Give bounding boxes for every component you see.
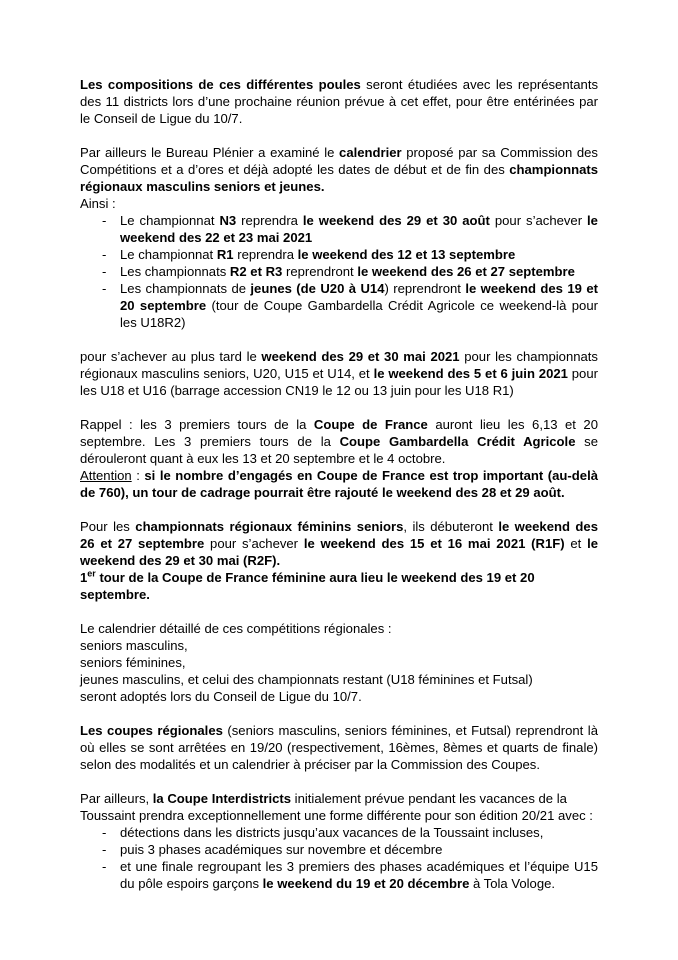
list-item-detections: - détections dans les districts jusqu’aux vacances de la Toussaint incluses, bbox=[80, 824, 598, 841]
calendrier-line-1: Le calendrier détaillé de ces compétitions régionales : bbox=[80, 621, 392, 636]
list-item-r1: - Le championnat R1 reprendra le weekend des 12 et 13 septembre bbox=[80, 246, 598, 263]
calendrier-line-2: seniors masculins, bbox=[80, 638, 188, 653]
ainsi-label: Ainsi : bbox=[80, 196, 116, 211]
paragraph-fin-saison: pour s’achever au plus tard le weekend des 29 et 30 mai 2021 pour les championnats régionaux masculins seniors, U20, U15 et U14, et le weekend des 5 et 6 juin 2021 pour les U18 et U16 (barrage accession CN19 le 12 ou 13 juin pour les U18 R1) bbox=[80, 349, 598, 398]
list-item-n3: - Le championnat N3 reprendra le weekend des 29 et 30 août pour s’achever le weekend des 22 et 23 mai 2021 bbox=[80, 212, 598, 246]
list-item-r2-r3: - Les championnats R2 et R3 reprendront le weekend des 26 et 27 septembre bbox=[80, 263, 598, 280]
interdistricts-list bbox=[80, 824, 598, 892]
paragraph-coupes-regionales: Les coupes régionales (seniors masculins, seniors féminines, et Futsal) reprendront là où elles se sont arrêtées en 19/20 (respectivement, 16èmes, 8èmes et quarts de finale) selon des modalités et un calendrier à préciser par la Commission des Coupes. bbox=[80, 723, 598, 772]
list-item-jeunes: - Les championnats de jeunes (de U20 à U14) reprendront le weekend des 19 et 20 septembre (tour de Coupe Gambardella Crédit Agricole ce weekend-là pour les U18R2) bbox=[80, 280, 598, 331]
paragraph-attention: Attention : si le nombre d’engagés en Coupe de France est trop important (au-delà de 760), un tour de cadrage pourrait être rajouté le weekend des 28 et 29 août. bbox=[80, 468, 598, 500]
paragraph-rappel: Rappel : les 3 premiers tours de la Coupe de France auront lieu les 6,13 et 20 septembre. Les 3 premiers tours de la Coupe Gambardella Crédit Agricole se dérouleront quant à eux les 13 et 20 septembre et le 4 octobre. bbox=[80, 417, 599, 466]
list-item-finale: - et une finale regroupant les 3 premiers des phases académiques et l’équipe U15 du pôle espoirs garçons le weekend du 19 et 20 décembre à Tola Vologe. bbox=[80, 858, 598, 892]
paragraph-feminins: Pour les championnats régionaux féminins seniors, ils débuteront le weekend des 26 et 27 septembre pour s’achever le weekend des 15 et 16 mai 2021 (R1F) et le weekend des 29 et 30 mai (R2F). bbox=[80, 519, 598, 568]
list-item-phases: - puis 3 phases académiques sur novembre et décembre bbox=[80, 841, 598, 858]
championnats-list bbox=[80, 212, 598, 331]
paragraph-interdistricts: Par ailleurs, la Coupe Interdistricts initialement prévue pendant les vacances de la Toussaint prendra exceptionnellement une forme différente pour son édition 20/21 avec : bbox=[80, 791, 593, 823]
paragraph-coupe-feminine: 1er tour de la Coupe de France féminine aura lieu le weekend des 19 et 20 septembre. bbox=[80, 568, 535, 602]
document-page bbox=[80, 76, 598, 892]
paragraph-poules: Les compositions de ces différentes poules seront étudiées avec les représentants des 11 districts lors d’une prochaine réunion prévue à cet effet, pour être entérinées par le Conseil de Ligue du 10/7. bbox=[80, 77, 598, 126]
calendrier-line-3: seniors féminines, bbox=[80, 655, 186, 670]
calendrier-line-4: jeunes masculins, et celui des championnats restant (U18 féminines et Futsal) seront adoptés lors du Conseil de Ligue du 10/7. bbox=[80, 672, 533, 704]
paragraph-calendrier: Par ailleurs le Bureau Plénier a examiné le calendrier proposé par sa Commission des Compétitions et a d’ores et déjà adopté les dates de début et de fin des championnats régionaux masculins seniors et jeunes. bbox=[80, 145, 598, 194]
